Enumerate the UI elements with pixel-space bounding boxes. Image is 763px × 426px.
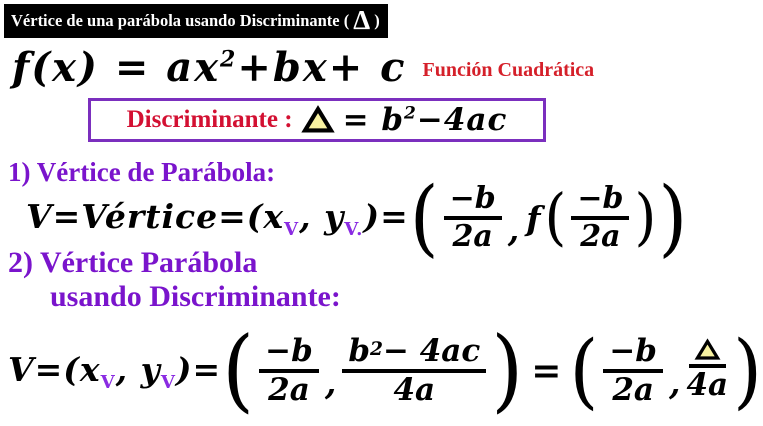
section1-heading: 1) Vértice de Parábola: <box>8 157 276 187</box>
formula1-x: x <box>263 196 285 236</box>
formula1-lead: V=Vértice=( <box>26 196 264 236</box>
formula1-lead-run <box>26 197 409 240</box>
formula2-fraction-discriminant <box>342 332 486 408</box>
formula1-x-subscript: V <box>284 218 300 240</box>
section2-line2: usando Discriminante: <box>50 279 341 313</box>
formula1-equals: )= <box>363 196 409 236</box>
formula2-fraction-x-final-numerator: −b <box>603 335 663 373</box>
formula2-fraction-discriminant-denominator: 4a <box>393 372 436 408</box>
formula1-f: f <box>526 198 541 238</box>
formula2-comma: , <box>115 349 141 389</box>
section2-line1: 2) Vértice Parábola <box>8 246 258 279</box>
discriminant-b: b <box>369 102 405 138</box>
formula1-y-subscript: V. <box>344 218 364 240</box>
formula2-x: x <box>79 349 101 389</box>
formula2-fraction-delta <box>686 339 728 402</box>
quadratic-formula <box>12 44 407 91</box>
discriminant-rest: −4ac <box>416 102 508 138</box>
formula1-fraction-y-numerator: −b <box>571 183 629 220</box>
discriminant-exponent: 2 <box>404 103 417 124</box>
formula2-num-exponent: 2 <box>370 338 383 360</box>
close-paren-icon: ) <box>491 318 524 423</box>
discriminant-equals: = <box>342 102 370 138</box>
formula2-inner-comma1: , <box>324 362 337 402</box>
title-bar <box>4 4 388 38</box>
funcion-cuadratica-label: Función Cuadrática <box>422 59 595 81</box>
formula2-fraction-delta-numerator <box>689 339 726 368</box>
open-paren-icon: ( <box>222 318 255 423</box>
close-paren-icon: ) <box>733 323 762 419</box>
delta-triangle-icon <box>695 339 720 360</box>
formula1-fraction-x-denominator: 2a <box>452 219 493 254</box>
formula2-middle-equals: = <box>531 350 562 392</box>
quadratic-lhs: f(x) = ax <box>12 44 221 91</box>
formula2-num-b: b <box>348 332 370 369</box>
formula2-inner-comma2: , <box>668 362 681 402</box>
formula2-num-rest: − 4ac <box>382 332 481 369</box>
formula2-fraction-x-numerator: −b <box>259 335 319 373</box>
quadratic-rhs: +bx+ c <box>237 44 407 91</box>
formula2-fraction-delta-denominator: 4a <box>686 367 729 404</box>
delta-icon: Δ <box>353 4 371 35</box>
page-title-close-paren: ) <box>374 11 380 30</box>
formula1-fraction-x-numerator: −b <box>444 183 502 220</box>
formula2-y-subscript: V <box>160 371 176 393</box>
formula1-inner-comma: , <box>507 209 520 249</box>
close-paren-icon: ) <box>658 169 688 267</box>
quadratic-function-row <box>12 44 594 91</box>
vertex-formula-2 <box>8 320 763 422</box>
discriminant-box <box>88 98 546 142</box>
formula1-y: y <box>324 196 345 236</box>
open-paren-icon: ( <box>409 169 439 267</box>
formula1-fraction-x <box>444 180 502 254</box>
close-paren-icon: ) <box>634 181 657 254</box>
formula2-fraction-discriminant-numerator <box>342 332 486 373</box>
discriminant-formula <box>343 102 508 138</box>
formula2-equals: )= <box>175 349 222 389</box>
formula2-y: y <box>140 349 161 389</box>
formula1-fraction-y <box>571 180 629 254</box>
formula2-fraction-x-final-denominator: 2a <box>612 372 654 408</box>
formula2-lead-run <box>8 350 221 393</box>
formula1-comma: , <box>299 196 325 236</box>
formula1-fraction-y-denominator: 2a <box>580 219 621 254</box>
delta-triangle-icon <box>302 106 334 133</box>
open-paren-icon: ( <box>544 181 567 254</box>
quadratic-exponent: 2 <box>220 46 238 73</box>
formula2-lead: V=( <box>8 349 80 389</box>
formula2-fraction-x-denominator: 2a <box>268 372 310 408</box>
formula2-fraction-x <box>259 332 319 408</box>
discriminant-label: Discriminante : <box>126 106 293 133</box>
section2-heading <box>8 246 341 313</box>
formula2-x-subscript: V <box>100 371 116 393</box>
formula2-fraction-x-final <box>603 332 663 408</box>
page-title: Vértice de una parábola usando Discriminante ( <box>11 11 350 30</box>
open-paren-icon: ( <box>569 323 599 419</box>
